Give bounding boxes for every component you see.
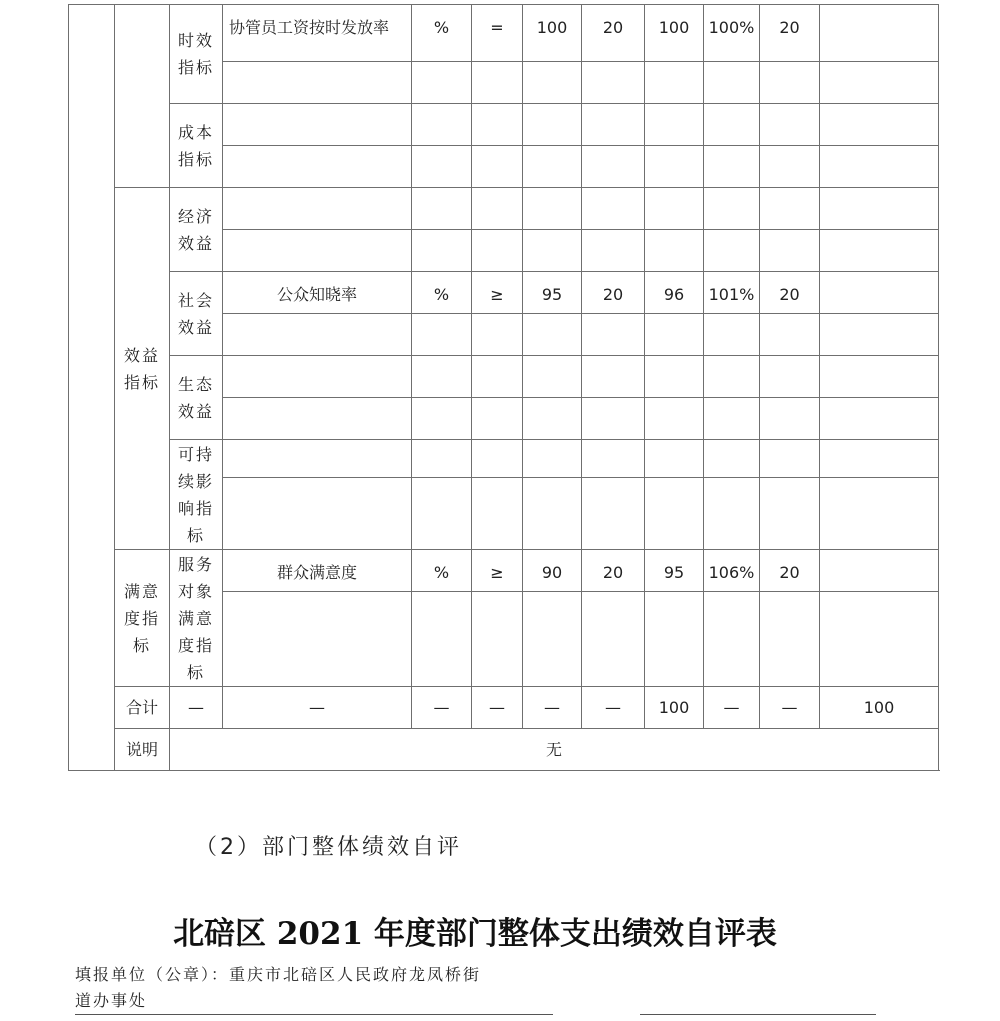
dash-cell: — [472,687,523,729]
unit-cell: % [412,272,472,314]
indicator-name: 协管员工资按时发放率 [223,5,412,62]
weight-value: 20 [582,550,645,592]
actual-value: 96 [645,272,704,314]
blank-cell [115,5,170,188]
time-indicator-label: 时效指标 [170,5,223,104]
unit-cell: % [412,5,472,62]
blank-cell [820,272,939,314]
sustainability-indicator-label: 可持续影响指标 [170,440,223,550]
dash-cell: — [704,687,760,729]
weight-value: 20 [582,272,645,314]
indicator-name: 群众满意度 [223,550,412,592]
unit-cell: % [412,550,472,592]
note-label: 说明 [115,729,170,771]
blank-cell [820,550,939,592]
dash-cell: — [760,687,820,729]
dash-cell: — [412,687,472,729]
benefit-indicator-label: 效益指标 [115,188,170,550]
table-row [69,440,939,478]
fill-unit-label: 填报单位（公章）：重庆市北碚区人民政府龙凤桥街道办事处 [75,965,482,1010]
score-value: 20 [760,272,820,314]
form-title: 北碚区 2021 年度部门整体支出绩效自评表 [173,916,777,952]
completion-rate: 100% [704,5,760,62]
cost-indicator-label: 成本指标 [170,104,223,188]
table-row [69,188,939,230]
actual-value: 95 [645,550,704,592]
underline [640,1014,876,1015]
weight-value: 20 [582,5,645,62]
total-row [69,687,939,729]
target-value: 90 [523,550,582,592]
completion-rate: 101% [704,272,760,314]
performance-table [68,4,939,771]
blank-cell [69,5,115,771]
score-value: 20 [760,5,820,62]
target-value: 100 [523,5,582,62]
ecological-benefit-label: 生态效益 [170,356,223,440]
underline [75,1014,553,1015]
dash-cell: — [523,687,582,729]
note-value: 无 [170,729,939,771]
section-heading: （2）部门整体绩效自评 [195,835,462,860]
social-benefit-label: 社会效益 [170,272,223,356]
table-row [69,104,939,146]
table-row [69,5,939,62]
operator-cell: ≥ [472,550,523,592]
note-row [69,729,939,771]
service-satisfaction-label: 服务对象满意度指标 [170,550,223,687]
economic-benefit-label: 经济效益 [170,188,223,272]
total-score: 100 [820,687,939,729]
score-value: 20 [760,550,820,592]
blank-cell [820,5,939,62]
operator-cell: ≥ [472,272,523,314]
actual-value: 100 [645,5,704,62]
satisfaction-indicator-label: 满意度指标 [115,550,170,687]
total-label: 合计 [115,687,170,729]
completion-rate: 106% [704,550,760,592]
operator-cell: = [472,5,523,62]
table-row [69,356,939,398]
dash-cell: — [170,687,223,729]
target-value: 95 [523,272,582,314]
dash-cell: — [223,687,412,729]
dash-cell: — [582,687,645,729]
total-weight: 100 [645,687,704,729]
table-row [69,272,939,314]
table-row [69,550,939,592]
indicator-name: 公众知晓率 [223,272,412,314]
